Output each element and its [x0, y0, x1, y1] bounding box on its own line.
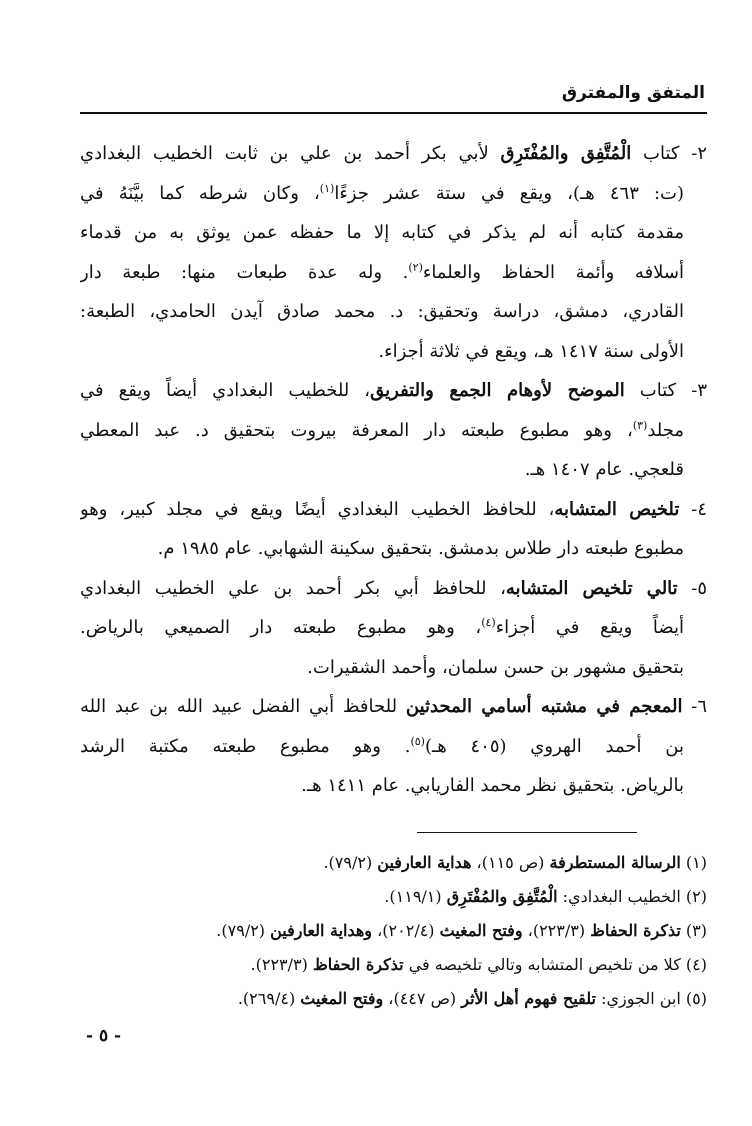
text-line	[80, 292, 707, 332]
footnote-text: (٢٢٣/٣)،	[522, 921, 591, 940]
page-number: - ٥ -	[86, 1026, 122, 1046]
item-number: ٥-	[677, 577, 707, 599]
text-line	[80, 727, 707, 767]
line-text: ، للخطيب البغدادي أيضاً ويقع في	[80, 380, 371, 401]
footnotes	[80, 846, 707, 1016]
item-number: ٢-	[679, 143, 707, 164]
text-line	[80, 687, 707, 727]
text-line	[80, 766, 707, 806]
footnote-text: (٧٩/٢).	[216, 921, 271, 940]
line-text: أسلافه وأئمة الحفاظ والعلماء	[422, 261, 684, 283]
source-title: هداية العارفين	[377, 853, 472, 872]
source-title: تذكرة الحفاظ	[312, 955, 404, 974]
line-text: أيضاً ويقع في أجزاء	[495, 617, 684, 638]
footnote-text: (٢٢٣/٣).	[250, 955, 313, 974]
item-number: ٦-	[682, 696, 707, 717]
footnote-text: (٧٩/٢).	[323, 853, 378, 872]
text-line	[80, 411, 707, 451]
text-line	[80, 450, 707, 490]
line-text: مقدمة كتابه أنه لم يذكر في كتابه إلا ما حفظه عمن يوثق به من قدماء	[80, 222, 684, 243]
book-title: المعجم في مشتبه أسامي المحدثين	[405, 696, 683, 717]
footnote-text: (٢) الخطيب البغدادي:	[557, 887, 707, 906]
header-rule	[80, 112, 707, 114]
item-number: ٤-	[679, 498, 707, 520]
footnote	[80, 948, 707, 982]
list-item	[80, 371, 707, 490]
footnote-text: (٣)	[680, 921, 707, 940]
footnote	[80, 914, 707, 948]
text-line	[80, 134, 707, 174]
footnote-separator	[417, 832, 637, 833]
book-title: تلخيص المتشابه	[554, 498, 680, 520]
footnote-ref: (٥)	[410, 734, 425, 748]
footnote-ref: (١)	[319, 181, 335, 195]
footnote-text: (٢٦٩/٤).	[237, 989, 301, 1008]
book-title: الْمُتَّفِق والمُفْتَرِق	[500, 143, 632, 164]
footnote-text: (٤) كلا من تلخيص المتشابه وتالي تلخيصه في	[403, 955, 707, 974]
footnote-text: (ص ٤٤٧)،	[383, 989, 462, 1008]
source-title: تذكرة الحفاظ	[590, 921, 681, 940]
text-line	[80, 529, 707, 569]
source-title: وهداية العارفين	[270, 921, 373, 940]
line-text: كتاب	[631, 143, 680, 164]
text-line	[80, 371, 707, 411]
footnote	[80, 846, 707, 880]
line-text: ، للحافظ أبي بكر أحمد بن علي الخطيب البغدادي	[80, 577, 506, 599]
source-title: الرسالة المستطرفة	[549, 853, 681, 872]
footnote	[80, 982, 707, 1016]
footnote-ref: (٤)	[481, 616, 496, 629]
line-text: للحافظ أبي الفضل عبيد الله بن عبد الله	[80, 696, 406, 717]
source-title: وفتح المغيث	[439, 921, 523, 940]
line-text: كتاب	[624, 380, 677, 401]
list-item	[80, 687, 707, 806]
item-number: ٣-	[676, 380, 707, 401]
text-line	[80, 332, 707, 372]
book-title: تالي تلخيص المتشابه	[505, 577, 678, 599]
text-line	[80, 490, 707, 530]
line-text: مجلد	[647, 419, 684, 441]
footnote-text: (ص ١١٥)،	[471, 853, 550, 872]
line-text: بالرياض. بتحقيق نظر محمد الفاريابي. عام ١٤١١ هـ.	[301, 775, 684, 796]
text-line	[80, 569, 707, 609]
footnote-text: (١)	[680, 853, 707, 872]
line-text: ، وهو مطبوع طبعته دار المعرفة بيروت بتحقيق د. عبد المعطي	[80, 419, 633, 441]
line-text: ، وهو مطبوع طبعته دار الصميعي بالرياض.	[80, 617, 482, 638]
line-text: . وهو مطبوع طبعته مكتبة الرشد	[80, 735, 411, 757]
text-line	[80, 253, 707, 293]
text-line	[80, 648, 707, 688]
source-title: وفتح المغيث	[300, 989, 384, 1008]
line-text: بن أحمد الهروي (٤٠٥ هـ)	[424, 735, 684, 757]
main-text	[80, 134, 707, 806]
text-line	[80, 213, 707, 253]
line-text: قلعجي. عام ١٤٠٧ هـ.	[524, 459, 684, 480]
footnote-text: (١١٩/١).	[384, 887, 447, 906]
line-text: مطبوع طبعته دار طلاس بدمشق. بتحقيق سكينة الشهابي. عام ١٩٨٥ م.	[157, 538, 684, 559]
source-title: الْمُتَّفِق والمُفْتَرِق	[446, 887, 558, 906]
footnote-text: (٢٠٢/٤)،	[372, 921, 440, 940]
line-text: . وله عدة طبعات منها: طبعة دار	[80, 261, 409, 283]
footnote-text: (٥) ابن الجوزي:	[596, 989, 707, 1008]
list-item	[80, 490, 707, 569]
line-text: القادري، دمشق، دراسة وتحقيق: د. محمد صادق آيدن الحامدي، الطبعة:	[80, 301, 684, 322]
text-line	[80, 608, 707, 648]
footnote-ref: (٢)	[408, 260, 423, 274]
book-title: الموضح لأوهام الجمع والتفريق	[370, 380, 625, 401]
line-text: ، للحافظ الخطيب البغدادي أيضًا ويقع في مجلد كبير، وهو	[80, 498, 555, 520]
running-title: المتفق والمفترق	[561, 83, 705, 103]
line-text: (ت: ٤٦٣ هـ)، ويقع في ستة عشر جزءًا	[334, 182, 684, 204]
list-item	[80, 569, 707, 688]
footnote-ref: (٣)	[632, 418, 648, 432]
source-title: تلقيح فهوم أهل الأثر	[461, 989, 597, 1008]
text-line	[80, 174, 707, 214]
line-text: ، وكان شرطه كما بيَّنَهُ في	[80, 182, 320, 204]
line-text: لأبي بكر أحمد بن علي بن ثابت الخطيب البغدادي	[80, 143, 501, 164]
footnote	[80, 880, 707, 914]
line-text: الأولى سنة ١٤١٧ هـ، ويقع في ثلاثة أجزاء.	[378, 340, 684, 362]
line-text: بتحقيق مشهور بن حسن سلمان، وأحمد الشقيرات.	[307, 656, 684, 678]
list-item	[80, 134, 707, 371]
